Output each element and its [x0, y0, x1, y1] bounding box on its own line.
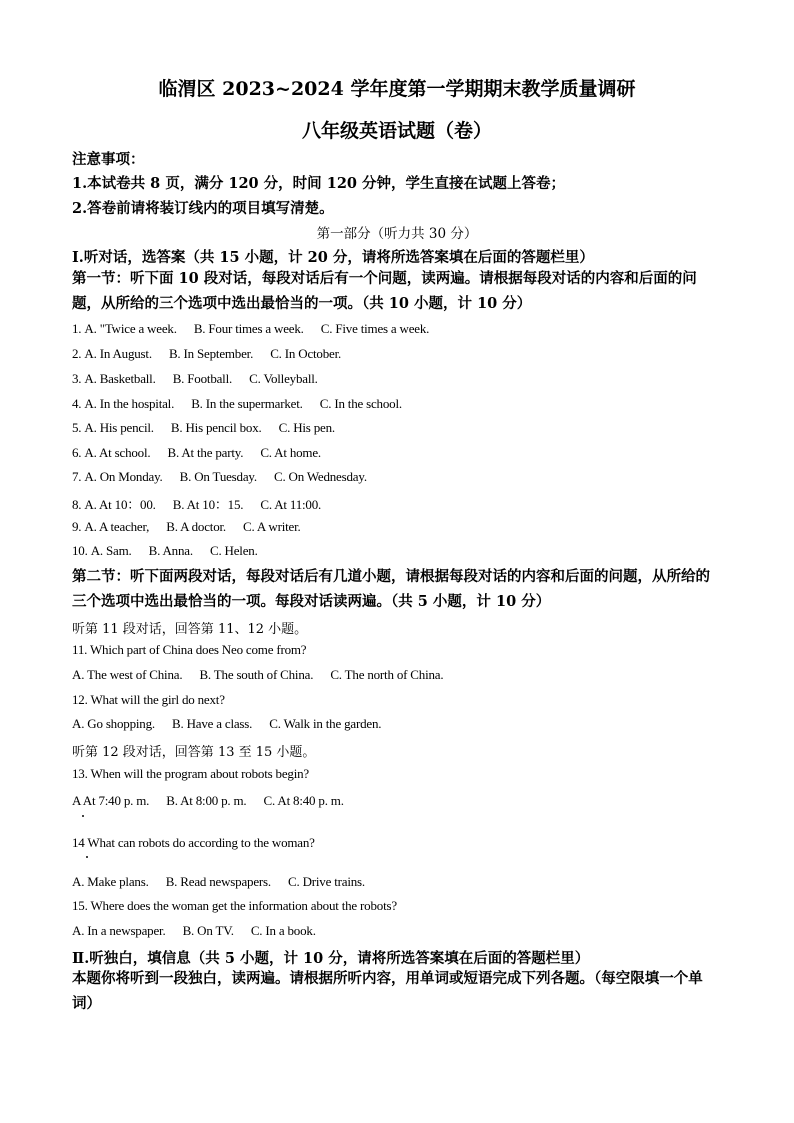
part-one-title: 第一部分（听力共 30 分）: [316, 226, 478, 242]
notes-item-1: 1.本试卷共 8 页，满分 120 分，时间 120 分钟，学生直接在试题上答卷；: [72, 175, 566, 192]
option-b: B. Anna.: [148, 543, 193, 558]
option-a: A. "Twice a week.: [84, 321, 177, 336]
option-a: A. Basketball.: [84, 371, 156, 386]
option-a: A. His pencil.: [84, 420, 154, 435]
scan-dot: [82, 815, 84, 817]
option-a: A. On Monday.: [84, 469, 163, 484]
question-stem: 11. Which part of China does Neo come from?: [72, 642, 307, 657]
option-a: A. A teacher,: [84, 519, 150, 534]
option-a: A At 7:40 p. m.: [72, 793, 150, 808]
question-row: 10. A. Sam. B. Anna. C. Helen.: [72, 543, 258, 558]
option-c: C. A writer.: [243, 519, 301, 534]
option-b: B. At 10：15.: [172, 497, 244, 512]
option-b: B. His pencil box.: [170, 420, 262, 435]
question-row: 7. A. On Monday. B. On Tuesday. C. On Wednesday.: [72, 469, 367, 484]
option-b: B. In the supermarket.: [191, 396, 303, 411]
option-b: B. Football.: [172, 371, 233, 386]
question-stem: 12. What will the girl do next?: [72, 692, 225, 707]
question-options: [72, 716, 395, 732]
option-b: B. The south of China.: [199, 667, 314, 682]
option-b: B. On TV.: [182, 923, 234, 938]
dialog-12-intro: 听第 12 段对话，回答第 13 至 15 小题。: [72, 745, 316, 760]
option-c: C. In a book.: [250, 923, 316, 938]
option-b: B. On Tuesday.: [179, 469, 257, 484]
option-c: C. On Wednesday.: [273, 469, 367, 484]
sub-section-1-instruction: 第一节：听下面 10 段对话，每段对话后有一个问题，读两遍。请根据每段对话的内容和后面的问题，从所给的三个选项中选出最恰当的一项。（共 10 小题，计 10 分）: [72, 270, 697, 312]
dialog-11-intro: 听第 11 段对话，回答第 11、12 小题。: [72, 622, 308, 637]
option-c: C. In October.: [270, 346, 342, 361]
question-options: [72, 667, 457, 683]
option-b: B. A doctor.: [166, 519, 226, 534]
question-stem: 14 What can robots do according to the woman?: [72, 835, 315, 850]
exam-subtitle: 八年级英语试题（卷）: [301, 120, 492, 142]
option-b: B. At 8:00 p. m.: [166, 793, 247, 808]
option-c: C. His pen.: [278, 420, 335, 435]
option-c: C. At 11:00.: [260, 497, 322, 512]
notes-heading: 注意事项：: [72, 151, 145, 168]
question-options: [72, 793, 358, 809]
option-b: B. At the party.: [167, 445, 244, 460]
question-options: [72, 923, 330, 939]
question-stem: 13. When will the program about robots begin?: [72, 766, 309, 781]
exam-title: 临渭区 2023~2024 学年度第一学期期末教学质量调研: [158, 78, 636, 100]
option-a: A. Sam.: [90, 543, 132, 558]
option-a: A. Make plans.: [72, 874, 149, 889]
question-row: 9. A. A teacher, B. A doctor. C. A writer.: [72, 519, 301, 534]
question-row: 5. A. His pencil. B. His pencil box. C. His pen.: [72, 420, 335, 435]
option-c: C. In the school.: [319, 396, 402, 411]
option-c: C. Five times a week.: [320, 321, 430, 336]
option-c: C. Drive trains.: [288, 874, 365, 889]
question-row: 1. A. "Twice a week. B. Four times a week. C. Five times a week.: [72, 321, 430, 336]
option-c: C. Volleyball.: [249, 371, 318, 386]
option-a: A. The west of China.: [72, 667, 183, 682]
option-a: A. Go shopping.: [72, 716, 155, 731]
option-b: B. Read newspapers.: [165, 874, 271, 889]
sub-section-2-instruction: 第二节：听下面两段对话，每段对话后有几道小题，请根据每段对话的内容和后面的问题，从所给的三个选项中选出最恰当的一项。每段对话读两遍。（共 5 小题，计 10 分）: [72, 568, 710, 610]
option-c: C. Helen.: [209, 543, 258, 558]
question-options: [72, 874, 379, 890]
option-c: C. The north of China.: [330, 667, 444, 682]
question-stem: 15. Where does the woman get the information about the robots?: [72, 898, 397, 913]
option-a: A. In August.: [84, 346, 152, 361]
section-1-heading: Ⅰ.听对话，选答案（共 15 小题，计 20 分，请将所选答案填在后面的答题栏里）: [72, 249, 594, 266]
option-a: A. In the hospital.: [84, 396, 175, 411]
option-c: C. At 8:40 p. m.: [263, 793, 344, 808]
question-row: 4. A. In the hospital. B. In the supermarket. C. In the school.: [72, 396, 402, 411]
question-row: 6. A. At school. B. At the party. C. At home.: [72, 445, 321, 460]
option-c: C. Walk in the garden.: [269, 716, 382, 731]
scan-dot: [86, 856, 88, 858]
section-2-instruction: 本题你将听到一段独白，读两遍。请根据所听内容，用单词或短语完成下列各题。（每空限填一个单词）: [72, 970, 703, 1012]
question-row: 2. A. In August. B. In September. C. In October.: [72, 346, 342, 361]
question-row: 3. A. Basketball. B. Football. C. Volleyball.: [72, 371, 318, 386]
option-c: C. At home.: [260, 445, 321, 460]
option-b: B. Four times a week.: [193, 321, 304, 336]
option-a: A. At 10：00.: [84, 497, 156, 512]
option-a: A. In a newspaper.: [72, 923, 166, 938]
option-a: A. At school.: [84, 445, 151, 460]
notes-item-2: 2.答卷前请将装订线内的项目填写清楚。: [72, 200, 334, 217]
option-b: B. In September.: [168, 346, 254, 361]
option-b: B. Have a class.: [172, 716, 253, 731]
question-row: 8. A. At 10：00. B. At 10：15. C. At 11:00.: [72, 494, 335, 513]
section-2-heading: Ⅱ.听独白，填信息（共 5 小题，计 10 分，请将所选答案填在后面的答题栏里）: [72, 950, 590, 967]
